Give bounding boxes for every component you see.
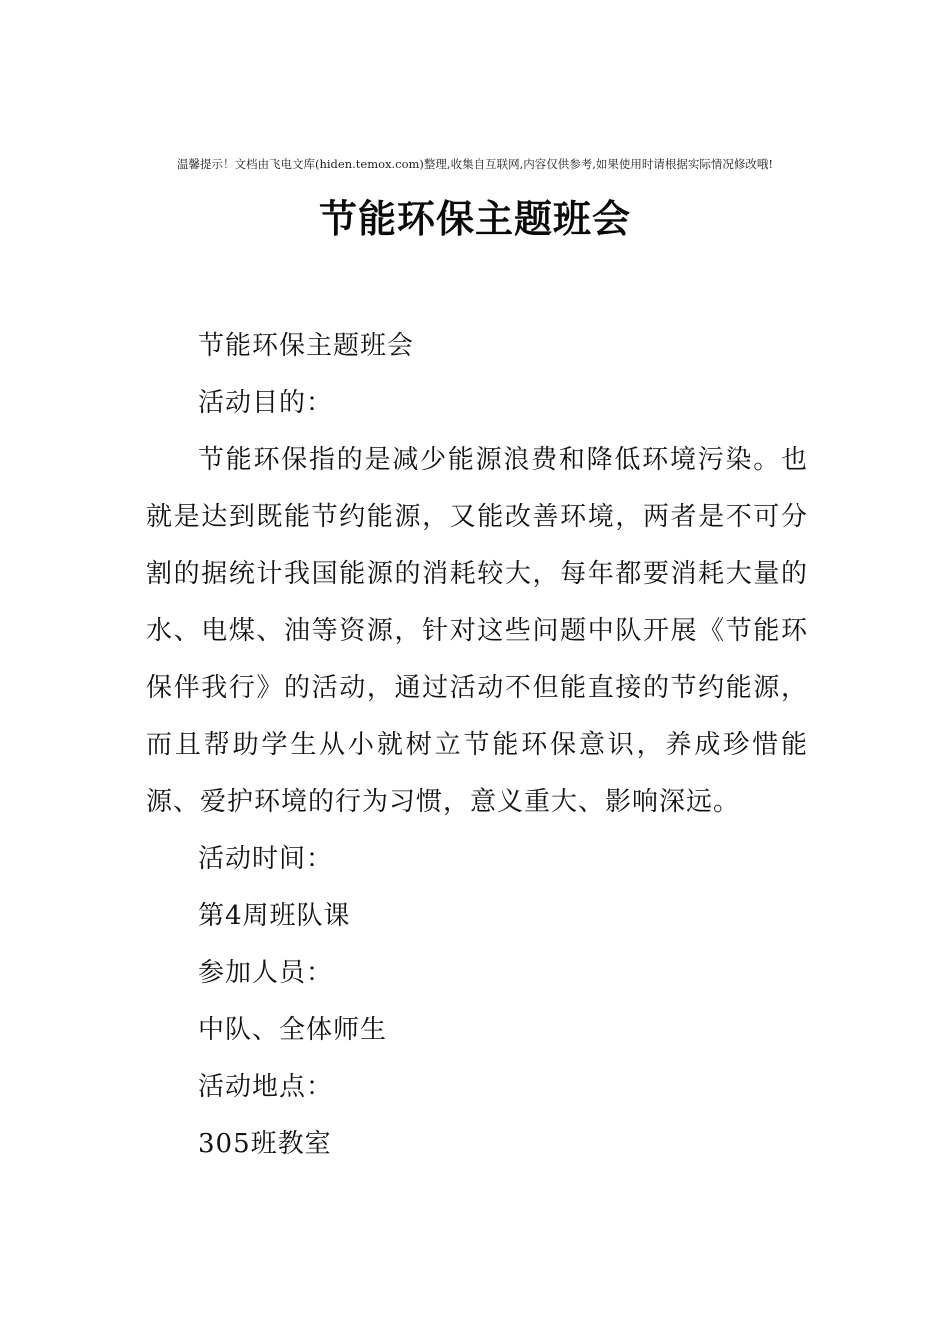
header-notice: 温馨提示！文档由飞电文库(hiden.temox.com)整理,收集自互联网,内容仅供参考,如果使用时请根据实际情况修改哦! [176, 157, 774, 171]
paragraph-time-value: 第4周班队课 [198, 901, 351, 931]
document-title: 节能环保主题班会 [318, 196, 631, 241]
paragraph-purpose-text: 节能环保指的是减少能源浪费和降低环境污染。也就是达到既能节约能源，又能改善环境，两者是不可分割的据统计我国能源的消耗较大，每年都要消耗大量的水、电煤、油等资源，针对这些问题中队开展《节能环保伴我行》的活动，通过活动不但能直接的节约能源，而且帮助学生从小就树立节能环保意识，养成珍惜能源、爱护环境的行为习惯，意义重大、影响深远。 [146, 445, 808, 817]
paragraph-location-heading: 活动地点： [198, 1072, 334, 1102]
paragraph-location-value: 305班教室 [198, 1129, 332, 1159]
document-body [146, 318, 808, 1173]
paragraph-participants-value: 中队、全体师生 [198, 1015, 388, 1045]
paragraph-purpose-heading: 活动目的： [198, 388, 334, 418]
paragraph-subtitle: 节能环保主题班会 [198, 331, 415, 361]
paragraph-participants-heading: 参加人员： [198, 958, 334, 988]
paragraph-time-heading: 活动时间： [198, 844, 334, 874]
